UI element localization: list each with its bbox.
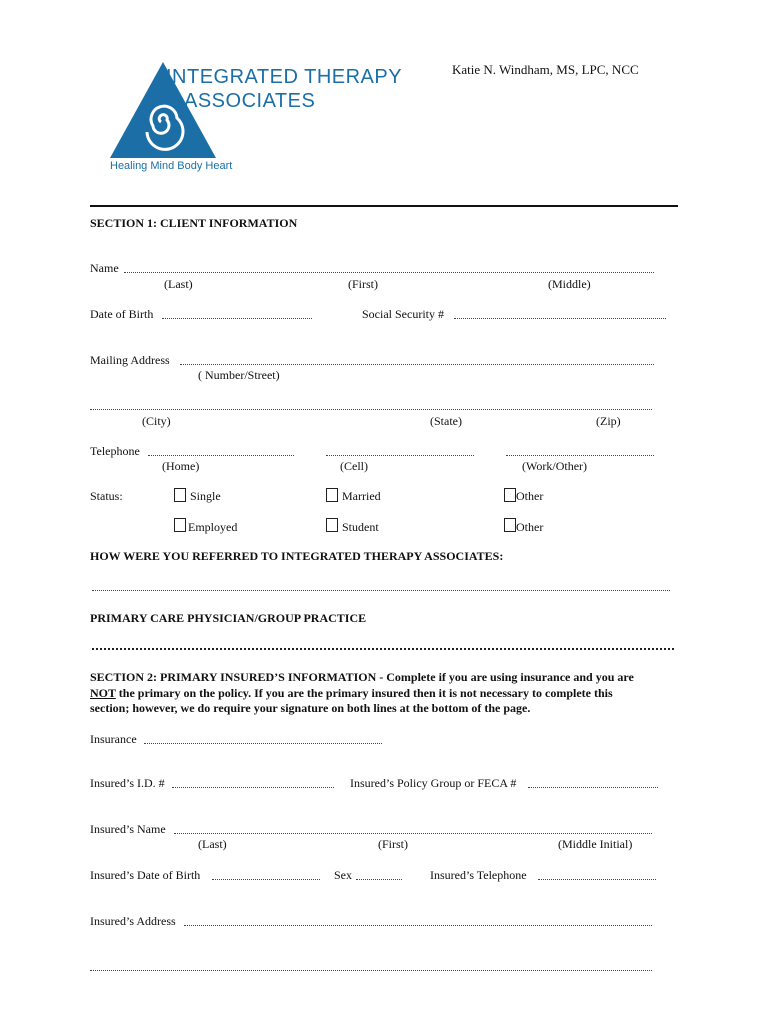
clinician-name: Katie N. Windham, MS, LPC, NCC xyxy=(452,62,639,77)
insured-address-field[interactable] xyxy=(184,925,652,926)
status-single-label: Single xyxy=(190,489,221,503)
insurance-field[interactable] xyxy=(144,743,382,744)
not-word: NOT xyxy=(90,685,116,700)
section2-line2-rest: the primary on the policy. If you are the primary insured then it is not necessary to complete this xyxy=(115,685,613,700)
logo-line1: INTEGRATED THERAPY xyxy=(166,66,403,88)
status-employed-label: Employed xyxy=(188,520,238,534)
section2-line3: section; however, we do require your signature on both lines at the bottom of the page. xyxy=(90,701,531,715)
mailing-sub: ( Number/Street) xyxy=(198,368,280,382)
name-label: Name xyxy=(90,261,119,275)
insured-name-label: Insured’s Name xyxy=(90,822,166,836)
status-married-checkbox[interactable] xyxy=(326,488,338,502)
policy-group-field[interactable] xyxy=(528,787,658,788)
telephone-label: Telephone xyxy=(90,444,140,458)
status-other2-checkbox[interactable] xyxy=(504,518,516,532)
insurance-label: Insurance xyxy=(90,732,137,746)
ssn-field[interactable] xyxy=(454,318,666,319)
insured-address-field-2[interactable] xyxy=(90,970,652,971)
status-single-checkbox[interactable] xyxy=(174,488,186,502)
insured-id-field[interactable] xyxy=(172,787,334,788)
city-sub: (City) xyxy=(142,414,171,428)
name-sub-first: (First) xyxy=(348,277,378,291)
insured-dob-field[interactable] xyxy=(212,879,320,880)
sex-field[interactable] xyxy=(356,879,402,880)
insured-name-sub-last: (Last) xyxy=(198,837,227,851)
header-divider xyxy=(90,205,678,207)
referral-title: HOW WERE YOU REFERRED TO INTEGRATED THERAPY ASSOCIATES: xyxy=(90,549,504,563)
referral-field[interactable] xyxy=(92,590,670,591)
status-student-label: Student xyxy=(342,520,379,534)
status-married-label: Married xyxy=(342,489,381,503)
dob-field[interactable] xyxy=(162,318,312,319)
insured-phone-field[interactable] xyxy=(538,879,656,880)
telephone-work-field[interactable] xyxy=(506,455,654,456)
insured-name-field[interactable] xyxy=(174,833,652,834)
physician-field[interactable] xyxy=(92,648,674,650)
insured-address-label: Insured’s Address xyxy=(90,914,176,928)
ssn-label: Social Security # xyxy=(362,307,444,321)
telephone-cell-field[interactable] xyxy=(326,455,474,456)
insured-phone-label: Insured’s Telephone xyxy=(430,868,527,882)
section2-intro xyxy=(90,670,680,717)
mailing-label: Mailing Address xyxy=(90,353,170,367)
state-sub: (State) xyxy=(430,414,462,428)
policy-group-label: Insured’s Policy Group or FECA # xyxy=(350,776,517,790)
telephone-sub-home: (Home) xyxy=(162,459,200,473)
status-other2-label: Other xyxy=(516,520,544,534)
name-sub-last: (Last) xyxy=(164,277,193,291)
name-sub-middle: (Middle) xyxy=(548,277,591,291)
city-state-zip-field[interactable] xyxy=(90,409,652,410)
section2-line2 xyxy=(90,686,680,702)
status-other-checkbox[interactable] xyxy=(504,488,516,502)
sex-label: Sex xyxy=(334,868,352,882)
zip-sub: (Zip) xyxy=(596,414,621,428)
section1-title: SECTION 1: CLIENT INFORMATION xyxy=(90,216,298,230)
insured-name-sub-middle: (Middle Initial) xyxy=(558,837,633,851)
status-employed-checkbox[interactable] xyxy=(174,518,186,532)
telephone-sub-work: (Work/Other) xyxy=(522,459,588,473)
insured-name-sub-first: (First) xyxy=(378,837,408,851)
company-logo xyxy=(108,60,403,180)
telephone-home-field[interactable] xyxy=(148,455,294,456)
mailing-field[interactable] xyxy=(180,364,654,365)
telephone-sub-cell: (Cell) xyxy=(340,459,368,473)
logo-line2: ASSOCIATES xyxy=(184,90,316,112)
status-student-checkbox[interactable] xyxy=(326,518,338,532)
logo-tagline: Healing Mind Body Heart xyxy=(110,160,233,172)
status-label: Status: xyxy=(90,489,123,503)
status-other-label: Other xyxy=(516,489,544,503)
insured-dob-label: Insured’s Date of Birth xyxy=(90,868,201,882)
physician-title: PRIMARY CARE PHYSICIAN/GROUP PRACTICE xyxy=(90,611,367,625)
section2-title: SECTION 2: PRIMARY INSURED’S INFORMATION - Complete if you are using insurance and you are xyxy=(90,670,634,684)
dob-label: Date of Birth xyxy=(90,307,154,321)
name-field[interactable] xyxy=(124,272,654,273)
insured-id-label: Insured’s I.D. # xyxy=(90,776,165,790)
